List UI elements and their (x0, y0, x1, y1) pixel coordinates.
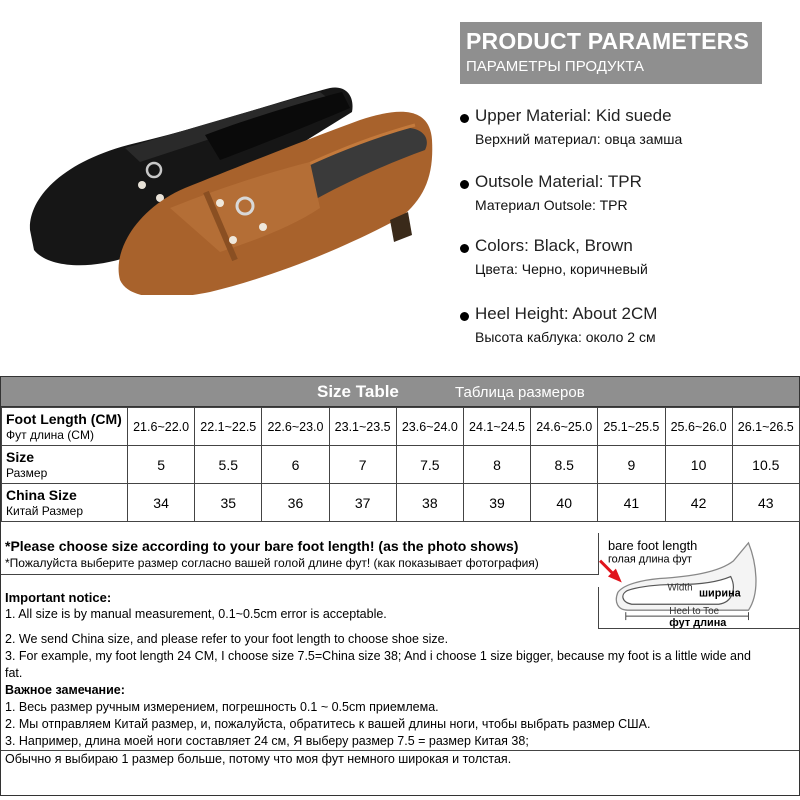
param-ru: Высота каблука: около 2 см (475, 329, 656, 345)
choose-size-note (1, 533, 599, 575)
notice-title-ru: Важное замечание: (5, 683, 125, 697)
table-cell: 42 (665, 484, 732, 522)
bullet-icon (460, 114, 469, 123)
table-cell: 7.5 (396, 446, 463, 484)
size-block (0, 376, 800, 796)
size-table-header (1, 377, 799, 407)
row-header-en: China Size (6, 486, 77, 503)
params-subtitle: ПАРАМЕТРЫ ПРОДУКТА (466, 58, 644, 75)
row-header-en: Size (6, 448, 35, 465)
width-label: Width (667, 582, 693, 594)
table-cell: 26.1~26.5 (732, 408, 799, 446)
param-ru: Цвета: Черно, коричневый (475, 261, 648, 277)
table-cell: 21.6~22.0 (128, 408, 195, 446)
table-cell: 23.1~23.5 (329, 408, 396, 446)
bullet-icon (460, 312, 469, 321)
foot-measure-diagram (599, 533, 799, 629)
notice-ru-line-1: 1. Весь размер ручным измерением, погрешность 0.1 ~ 0.5cm приемлема. (5, 700, 439, 714)
row-header-en: Foot Length (CM) (6, 410, 122, 427)
choose-size-ru: *Пожалуйста выберите размер согласно вашей голой длине фут! (как показывает фотография) (5, 556, 539, 570)
table-cell: 40 (531, 484, 598, 522)
table-cell: 25.6~26.0 (665, 408, 732, 446)
table-cell: 23.6~24.0 (396, 408, 463, 446)
table-cell: 36 (262, 484, 329, 522)
row-header-ru: Фут длина (CM) (6, 427, 94, 442)
choose-size-en: *Please choose size according to your bare foot length! (as the photo shows) (5, 538, 519, 554)
bare-foot-length-label: bare foot length (607, 537, 698, 553)
notice-ru-line-2: 2. Мы отправляем Китай размер, и, пожалуйста, обратитесь к вашей длины ноги, чтобы выбрать размер США. (5, 717, 651, 731)
table-cell: 9 (598, 446, 665, 484)
notice-line-2: 2. We send China size, and please refer to your foot length to choose shoe size. (5, 632, 449, 646)
table-cell: 24.6~25.0 (531, 408, 598, 446)
size-table (1, 407, 800, 522)
heel-to-toe-label-ru: фут длина (669, 617, 727, 629)
notice-line-1: 1. All size is by manual measurement, 0.1~0.5cm error is acceptable. (5, 607, 387, 621)
row-header-ru: Китай Размер (6, 503, 84, 518)
size-table-title: Size Table (317, 382, 399, 401)
width-label-ru: ширина (699, 587, 741, 600)
table-cell: 24.1~24.5 (463, 408, 530, 446)
params-title: PRODUCT PARAMETERS (466, 28, 750, 54)
table-cell: 39 (463, 484, 530, 522)
china-size-row (2, 484, 800, 522)
bare-foot-length-label-ru: голая длина фут (607, 553, 692, 566)
param-ru: Материал Outsole: TPR (475, 197, 628, 213)
table-cell: 8 (463, 446, 530, 484)
heel-to-toe-label: Heel to Toe (669, 606, 720, 618)
table-cell: 35 (195, 484, 262, 522)
row-header (2, 446, 128, 484)
notice-line-3a: 3. For example, my foot length 24 CM, I choose size 7.5=China size 38; And i choose 1 size bigger, because my foot is a little wide and (5, 649, 751, 663)
notice-title: Important notice: (5, 590, 112, 605)
notice-line-3b: fat. (5, 666, 23, 680)
row-header-ru: Размер (6, 465, 48, 480)
important-notice (1, 587, 599, 629)
param-en: Heel Height: About 2CM (475, 304, 658, 323)
size-table-title-ru: Таблица размеров (455, 384, 585, 401)
table-cell: 22.6~23.0 (262, 408, 329, 446)
param-en: Upper Material: Kid suede (475, 106, 672, 125)
param-en: Outsole Material: TPR (475, 172, 642, 191)
table-cell: 10.5 (732, 446, 799, 484)
table-cell: 34 (128, 484, 195, 522)
size-row (2, 446, 800, 484)
table-cell: 5.5 (195, 446, 262, 484)
row-header (2, 408, 128, 446)
table-cell: 38 (396, 484, 463, 522)
table-cell: 5 (128, 446, 195, 484)
row-header (2, 484, 128, 522)
table-cell: 25.1~25.5 (598, 408, 665, 446)
notice-ru-line-3: 3. Например, длина моей ноги составляет 24 см, Я выберу размер 7.5 = размер Китая 38; (5, 734, 529, 748)
table-cell: 41 (598, 484, 665, 522)
table-cell: 43 (732, 484, 799, 522)
table-cell: 7 (329, 446, 396, 484)
notice-ru-line-4: Обычно я выбираю 1 размер больше, потому что моя фут немного широкая и толстая. (1, 750, 799, 768)
param-en: Colors: Black, Brown (475, 236, 633, 255)
product-parameters-header (460, 22, 762, 84)
shoe-photo (20, 80, 450, 295)
foot-length-row (2, 408, 800, 446)
table-cell: 8.5 (531, 446, 598, 484)
bullet-icon (460, 180, 469, 189)
notice-details (1, 629, 799, 770)
table-cell: 6 (262, 446, 329, 484)
param-ru: Верхний материал: овца замша (475, 131, 683, 147)
bullet-icon (460, 244, 469, 253)
table-cell: 22.1~22.5 (195, 408, 262, 446)
table-cell: 10 (665, 446, 732, 484)
table-cell: 37 (329, 484, 396, 522)
